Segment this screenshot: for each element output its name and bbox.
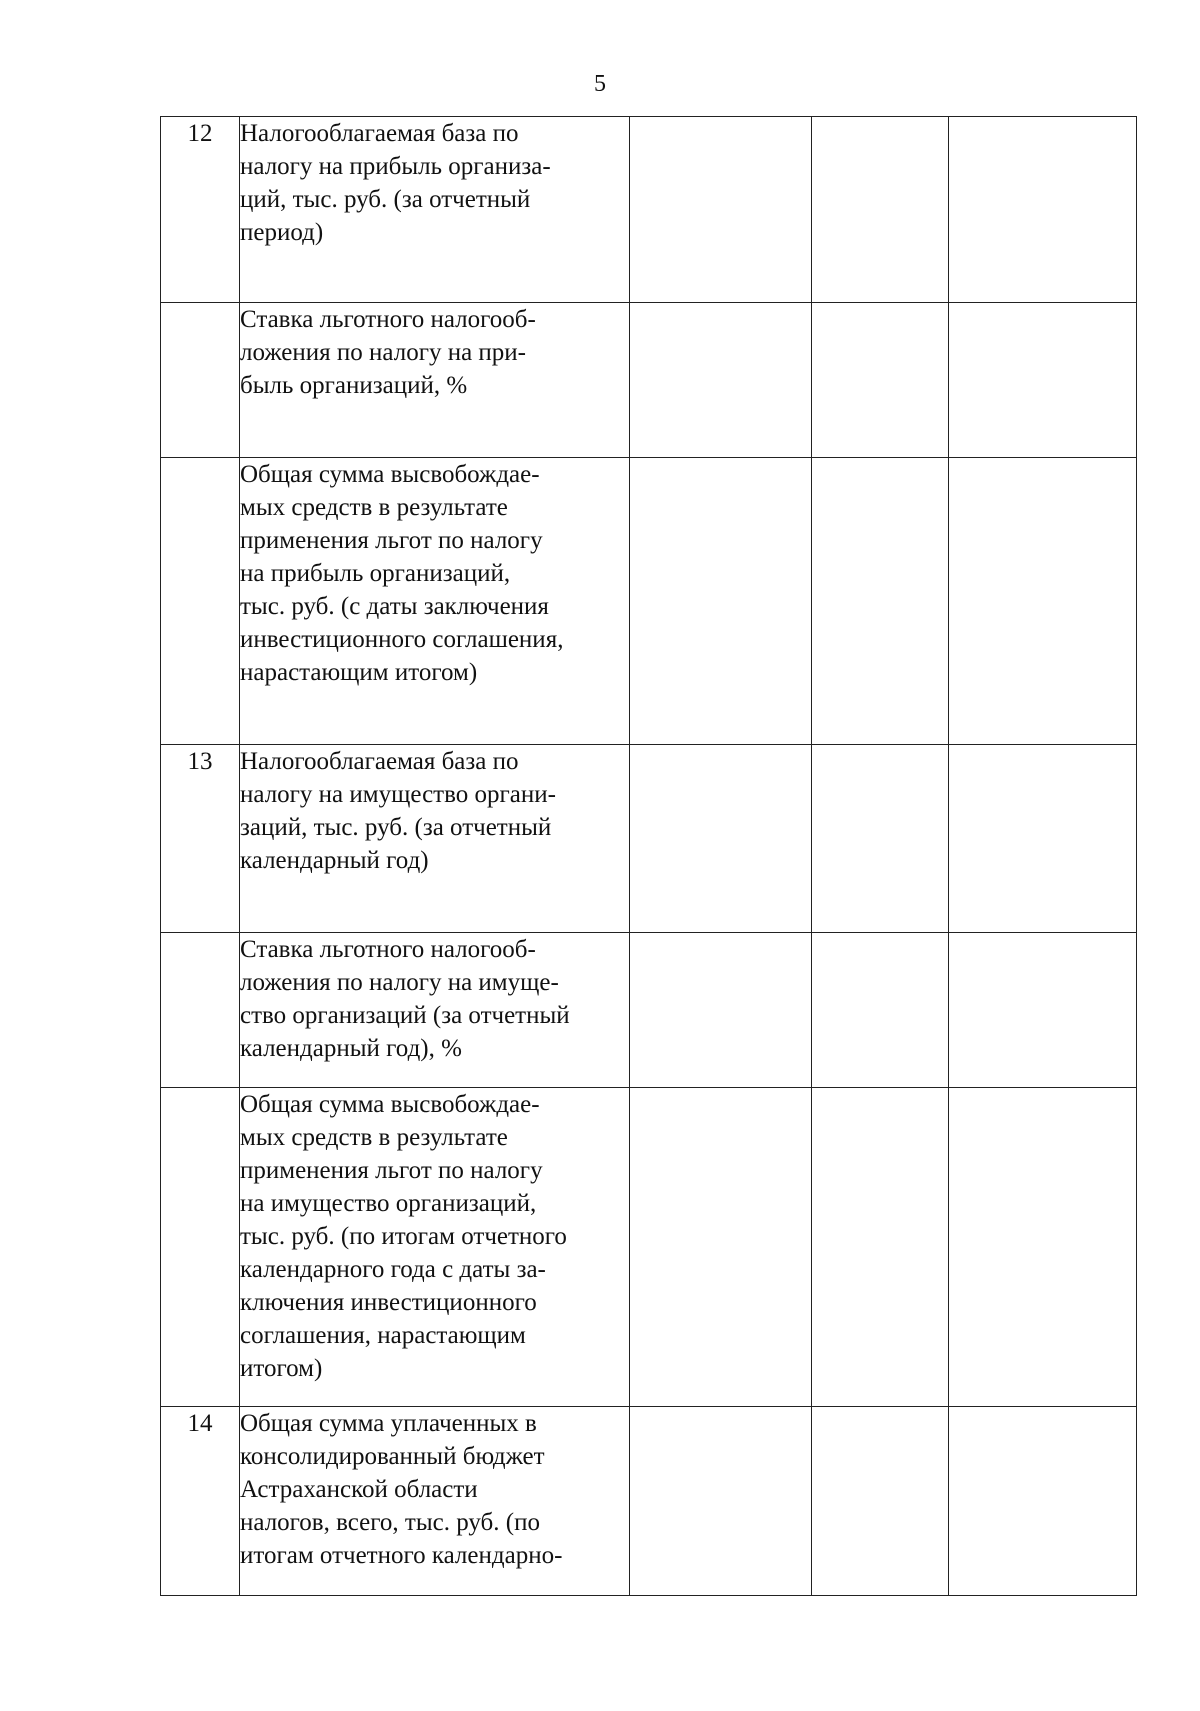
row-number [161,933,240,1088]
value-cell [812,117,949,303]
value-cell [630,303,812,458]
value-cell [949,1407,1137,1596]
row-number [161,303,240,458]
row-description: Общая сумма высвобождае- мых средств в результате применения льгот по налогу на прибыль организаций, тыс. руб. (с даты заключения инвестиционного соглашения, нарастающим итогом) [240,458,630,745]
row-description: Ставка льготного налогооб- ложения по налогу на имуще- ство организаций (за отчетный календарный год), % [240,933,630,1088]
value-cell [949,1088,1137,1407]
table-row [161,1088,1137,1407]
table-row [161,745,1137,933]
value-cell [812,745,949,933]
page-number: 5 [594,71,606,97]
value-cell [630,458,812,745]
row-number [161,1088,240,1407]
value-cell [812,1088,949,1407]
value-cell [949,117,1137,303]
value-cell [630,1088,812,1407]
row-number: 14 [161,1407,240,1596]
row-description: Налогооблагаемая база по налогу на имущество органи- заций, тыс. руб. (за отчетный календарный год) [240,745,630,933]
row-number: 12 [161,117,240,303]
row-number: 13 [161,745,240,933]
value-cell [630,117,812,303]
value-cell [812,933,949,1088]
value-cell [812,303,949,458]
table-row [161,458,1137,745]
row-number [161,458,240,745]
value-cell [949,933,1137,1088]
table-row [161,117,1137,303]
value-cell [812,458,949,745]
table-row [161,303,1137,458]
table-row [161,1407,1137,1596]
value-cell [630,745,812,933]
value-cell [630,933,812,1088]
value-cell [949,458,1137,745]
row-description: Общая сумма высвобождае- мых средств в результате применения льгот по налогу на имущество организаций, тыс. руб. (по итогам отчетного календарного года с даты за- ключения инвестиционного соглашения, нарастающим итогом) [240,1088,630,1407]
value-cell [949,303,1137,458]
row-description: Налогооблагаемая база по налогу на прибыль организа- ций, тыс. руб. (за отчетный период) [240,117,630,303]
table-row [161,933,1137,1088]
row-description: Ставка льготного налогооб- ложения по налогу на при- быль организаций, % [240,303,630,458]
value-cell [812,1407,949,1596]
indicators-table [160,116,1137,1596]
value-cell [949,745,1137,933]
row-description: Общая сумма уплаченных в консолидированный бюджет Астраханской области налогов, всего, тыс. руб. (по итогам отчетного календарно- [240,1407,630,1596]
value-cell [630,1407,812,1596]
